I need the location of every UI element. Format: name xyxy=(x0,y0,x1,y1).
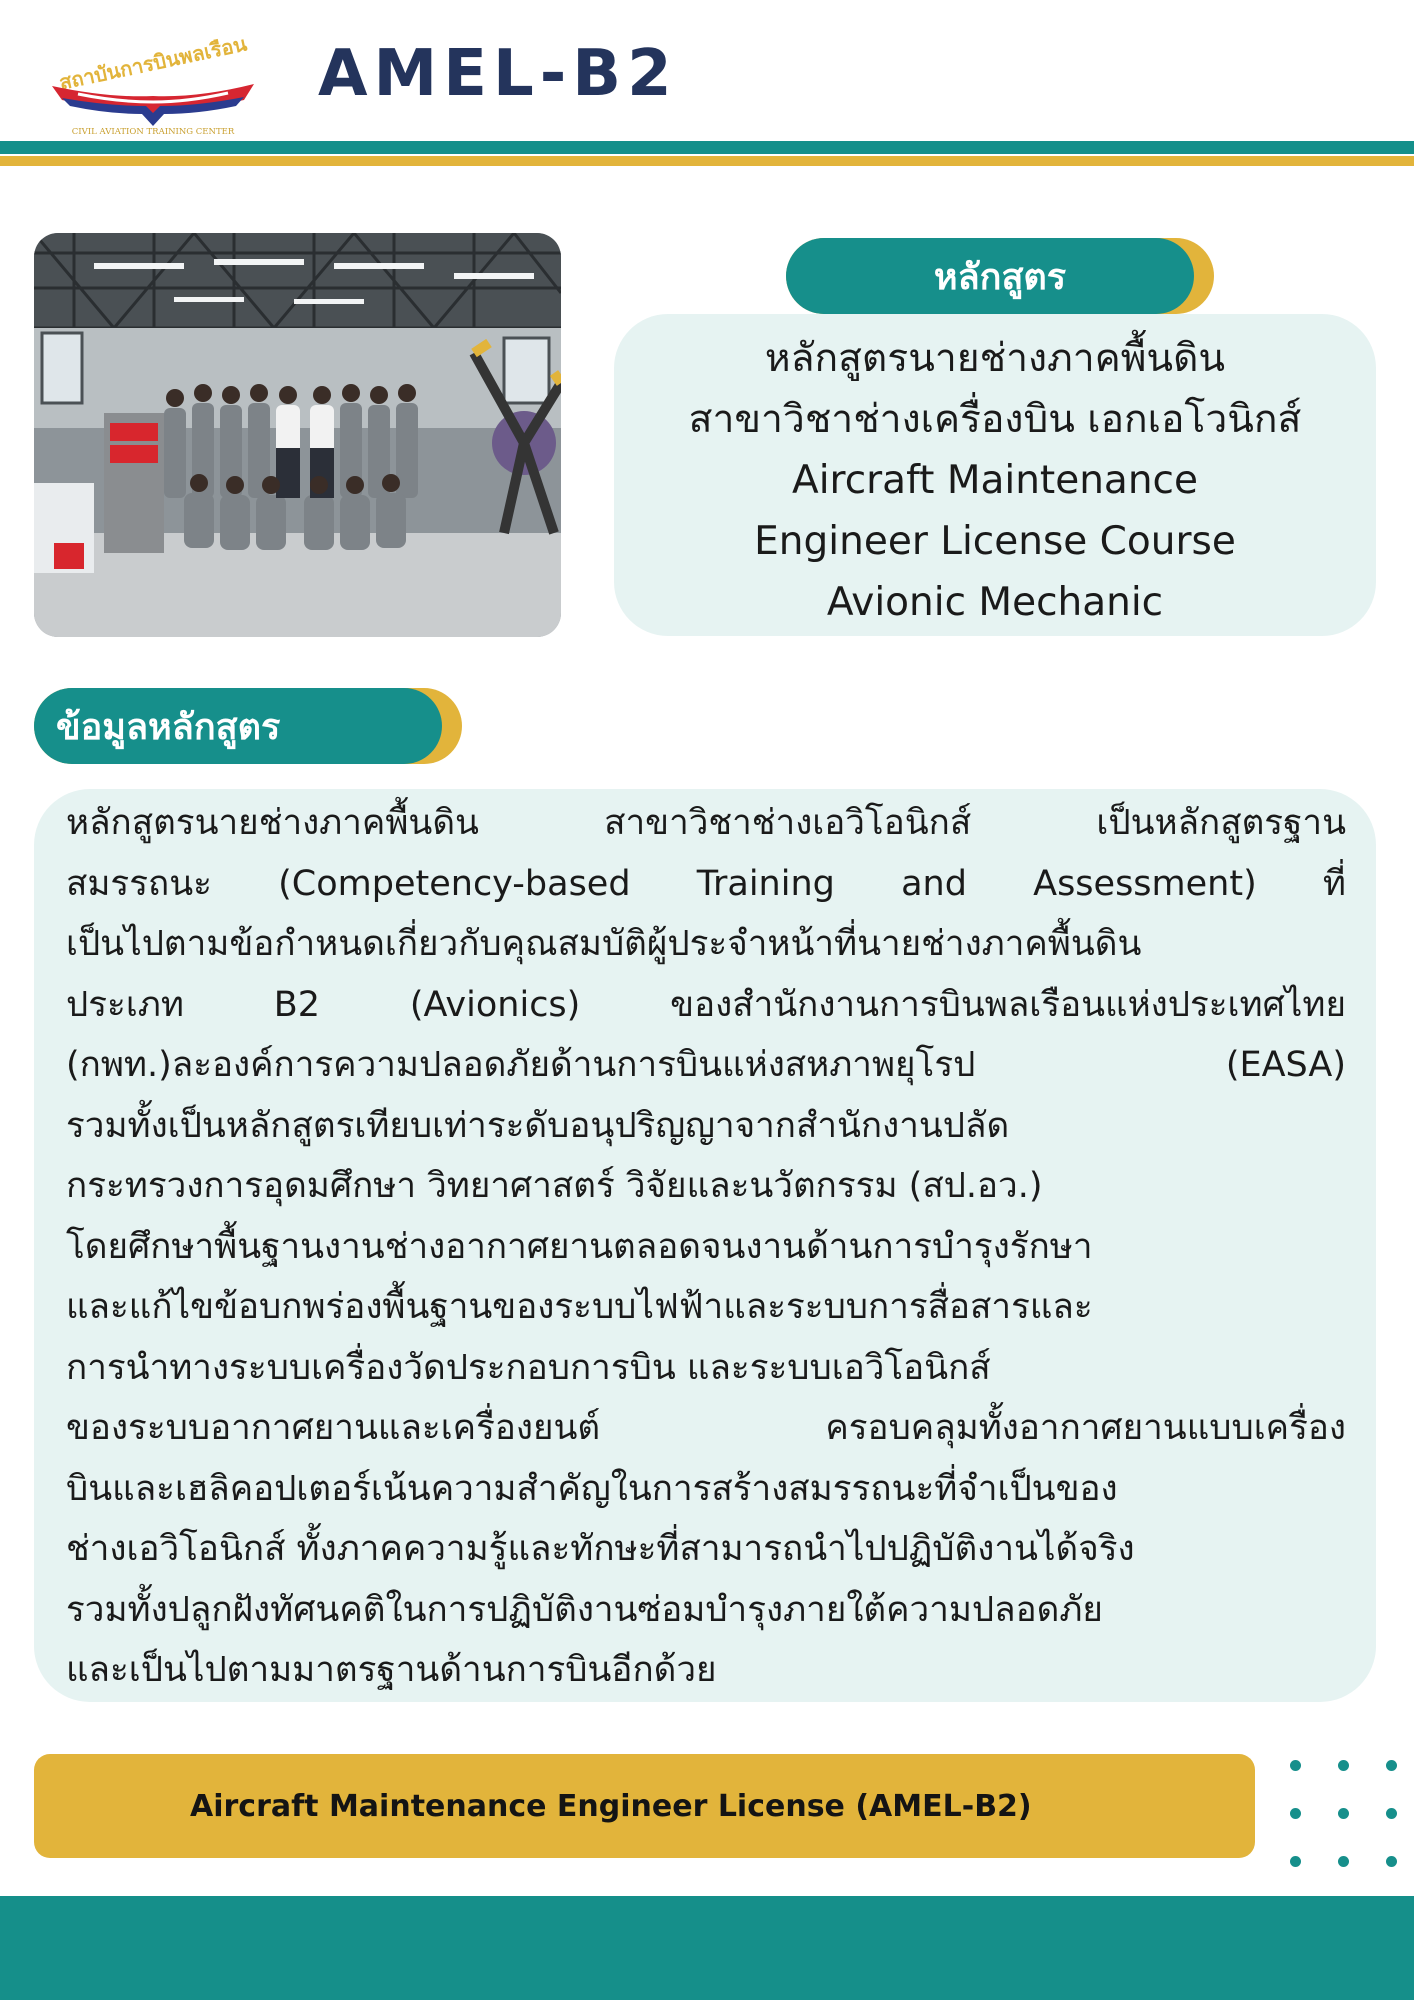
course-info-line: หลักสูตรนายช่างภาคพื้นดิน สาขาวิชาช่างเอวิโอนิกส์ เป็นหลักสูตรฐาน xyxy=(66,803,1346,843)
course-info-line: สมรรถนะ (Competency-based Training and Assessment) ที่ xyxy=(66,863,1346,904)
civil-aviation-training-center-logo xyxy=(48,18,258,136)
dot xyxy=(1386,1760,1397,1771)
dot xyxy=(1386,1808,1397,1819)
dot xyxy=(1338,1760,1349,1771)
header-rule-gold xyxy=(0,156,1414,166)
course-info-box xyxy=(34,789,1376,1702)
logo-icon xyxy=(48,18,258,136)
header-rule-teal xyxy=(0,141,1414,154)
course-title-line: Avionic Mechanic xyxy=(826,580,1164,625)
dot xyxy=(1338,1808,1349,1819)
course-label: หลักสูตร xyxy=(786,238,1194,314)
dot-grid-icon xyxy=(1282,1752,1414,1870)
course-info-line: และเป็นไปตามมาตรฐานด้านการบินอีกด้วย xyxy=(66,1650,717,1690)
course-info-line: การนำทางระบบเครื่องวัดประกอบการบิน และระบบเอวิโอนิกส์ xyxy=(66,1347,991,1388)
course-title-line: Engineer License Course xyxy=(754,519,1236,564)
group-photo-hangar xyxy=(34,233,561,637)
course-title-box xyxy=(614,314,1376,636)
dot xyxy=(1386,1856,1397,1867)
dot xyxy=(1290,1856,1301,1867)
dot xyxy=(1338,1856,1349,1867)
course-info-line: โดยศึกษาพื้นฐานงานช่างอากาศยานตลอดจนงานด้านการบำรุงรักษา xyxy=(66,1226,1093,1267)
course-label-pill xyxy=(786,238,1214,314)
course-info-line: ช่างเอวิโอนิกส์ ทั้งภาคความรู้และทักษะที่สามารถนำไปปฏิบัติงานได้จริง xyxy=(66,1529,1135,1569)
footer-band xyxy=(0,1896,1414,2000)
course-info-line: และแก้ไขข้อบกพร่องพื้นฐานของระบบไฟฟ้าและระบบการสื่อสารและ xyxy=(66,1287,1093,1327)
course-title-line: Aircraft Maintenance xyxy=(792,458,1198,503)
group-photo-icon xyxy=(34,233,561,637)
course-info-line: บินและเฮลิคอปเตอร์เน้นความสำคัญในการสร้างสมรรถนะที่จำเป็นของ xyxy=(66,1468,1118,1509)
logo-caption: CIVIL AVIATION TRAINING CENTER xyxy=(71,127,235,136)
course-info-line: กระทรวงการอุดมศึกษา วิทยาศาสตร์ วิจัยและนวัตกรรม (สป.อว.) xyxy=(66,1166,1043,1206)
course-info-label: ข้อมูลหลักสูตร xyxy=(34,688,442,764)
course-title-line: สาขาวิชาช่างเครื่องบิน เอกเอโวนิกส์ xyxy=(688,397,1302,442)
course-info-line: รวมทั้งปลูกฝังทัศนคติในการปฏิบัติงานซ่อมบำรุงภายใต้ความปลอดภัย xyxy=(66,1589,1103,1630)
license-banner xyxy=(34,1754,1255,1858)
course-title-line: หลักสูตรนายช่างภาคพื้นดิน xyxy=(764,336,1226,381)
dot xyxy=(1290,1760,1301,1771)
course-info-line: ประเภท B2 (Avionics) ของสำนักงานการบินพลเรือนแห่งประเทศไทย xyxy=(66,984,1346,1025)
course-info-line: ของระบบอากาศยานและเครื่องยนต์ ครอบคลุมทั้งอากาศยานแบบเครื่อง xyxy=(66,1408,1346,1448)
page-title: AMEL-B2 xyxy=(318,37,678,111)
course-info-label-pill xyxy=(34,688,462,764)
course-info-line: เป็นไปตามข้อกำหนดเกี่ยวกับคุณสมบัติผู้ประจำหน้าที่นายช่างภาคพื้นดิน xyxy=(66,924,1142,964)
course-info-line: รวมทั้งเป็นหลักสูตรเทียบเท่าระดับอนุปริญญาจากสำนักงานปลัด xyxy=(66,1105,1010,1146)
license-text: Aircraft Maintenance Engineer License (AMEL-B2) xyxy=(190,1788,1032,1824)
course-info-line: (กพท.)ละองค์การความปลอดภัยด้านการบินแห่งสหภาพยุโรป (EASA) xyxy=(66,1045,1346,1085)
dot xyxy=(1290,1808,1301,1819)
logo-thai-text: สถาบันการบินพลเรือน xyxy=(57,31,249,95)
